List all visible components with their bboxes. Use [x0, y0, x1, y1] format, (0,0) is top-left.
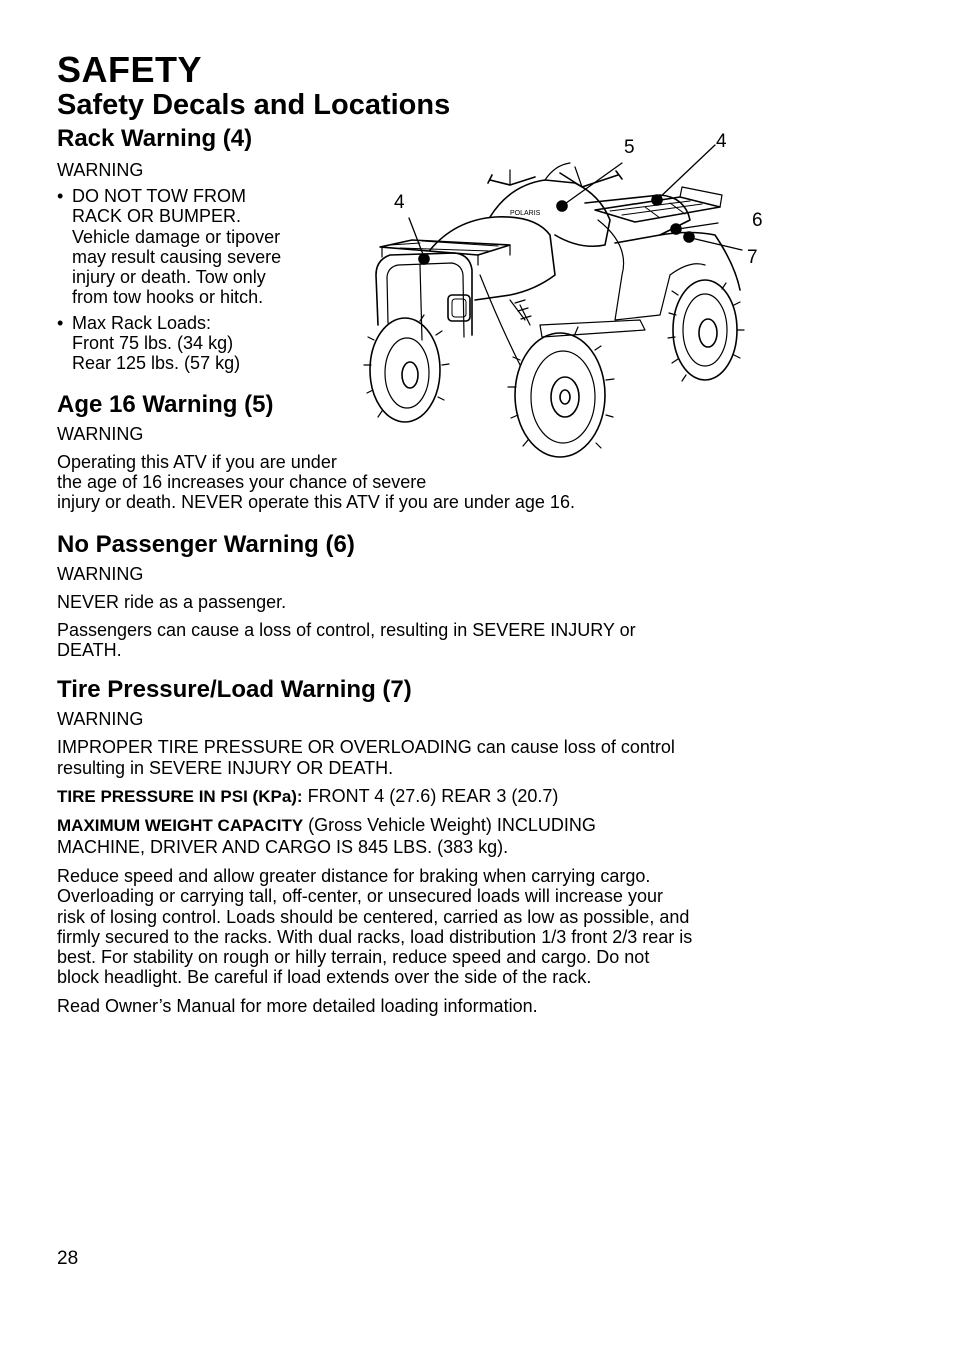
weight-capacity-label: MAXIMUM WEIGHT CAPACITY [57, 816, 304, 836]
callout-4-front: 4 [394, 192, 405, 213]
callout-6: 6 [752, 210, 763, 231]
passenger-warning-label: WARNING [57, 563, 144, 584]
decal-4-front-marker [419, 254, 429, 264]
decal-6-marker [671, 224, 681, 234]
rack-warning-list [57, 186, 337, 374]
tire-pressure-label: TIRE PRESSURE IN PSI (KPa): [57, 787, 303, 807]
passenger-warning-text-2: Passengers can cause a loss of control, resulting in SEVERE INJURY or DEATH. [57, 619, 636, 661]
tire-pressure-value: FRONT 4 (27.6) REAR 3 (20.7) [302, 786, 559, 807]
tire-warning-text-3: Read Owner’s Manual for more detailed loading information. [57, 995, 538, 1016]
decal-4-rear-marker [652, 195, 662, 205]
callout-5: 5 [624, 137, 635, 158]
age-warning-text: Operating this ATV if you are under the age of 16 increases your chance of severe injury or death. NEVER operate this ATV if you are under age 16. [57, 451, 575, 513]
rack-warning-label: WARNING [57, 160, 144, 180]
age-warning-label: WARNING [57, 423, 144, 444]
tire-pressure-line [57, 786, 787, 807]
page-subtitle: Safety Decals and Locations [57, 89, 451, 121]
weight-capacity-text: MAXIMUM WEIGHT CAPACITY (Gross Vehicle Weight) INCLUDING MACHINE, DRIVER AND CARGO IS 845 LBS. (383 kg). [57, 815, 596, 857]
rack-bullet-loads: • Max Rack Loads: Front 75 lbs. (34 kg) Rear 125 lbs. (57 kg) [57, 313, 337, 374]
atv-illustration [360, 125, 780, 460]
rack-warning-heading: Rack Warning (4) [57, 125, 253, 152]
callout-4-rear: 4 [716, 131, 727, 152]
passenger-warning-heading: No Passenger Warning (6) [57, 530, 355, 558]
tire-warning-heading: Tire Pressure/Load Warning (7) [57, 676, 412, 704]
callout-7: 7 [747, 247, 758, 268]
atv-drawing [360, 125, 780, 460]
svg-text:POLARIS: POLARIS [510, 210, 541, 217]
page-number: 28 [57, 1248, 79, 1269]
decal-7-marker [684, 232, 694, 242]
decal-5-marker [557, 201, 567, 211]
tire-warning-text-2: Reduce speed and allow greater distance for braking when carrying cargo. Overloading or carrying tall, off-center, or unsecured loads will increase your risk of losing control. Loads should be centered, carried as low as possible, and firmly secured to the racks. With dual racks, load distribution 1/3 front 2/3 rear is best. For stability on rough or hilly terrain, reduce speed and cargo. Do not block headlight. Be careful if load extends over the side of the rack. [57, 865, 693, 988]
tire-warning-text-1: IMPROPER TIRE PRESSURE OR OVERLOADING can cause loss of control resulting in SEVERE INJURY OR DEATH. [57, 737, 675, 778]
section-title: SAFETY [57, 49, 203, 90]
tire-warning-label: WARNING [57, 709, 144, 730]
passenger-warning-text-1: NEVER ride as a passenger. [57, 591, 287, 612]
rack-bullet-tow: • DO NOT TOW FROM RACK OR BUMPER. Vehicle damage or tipover may result causing severe injury or death. Tow only from tow hooks or hitch. [57, 186, 337, 308]
age-warning-heading: Age 16 Warning (5) [57, 390, 274, 418]
